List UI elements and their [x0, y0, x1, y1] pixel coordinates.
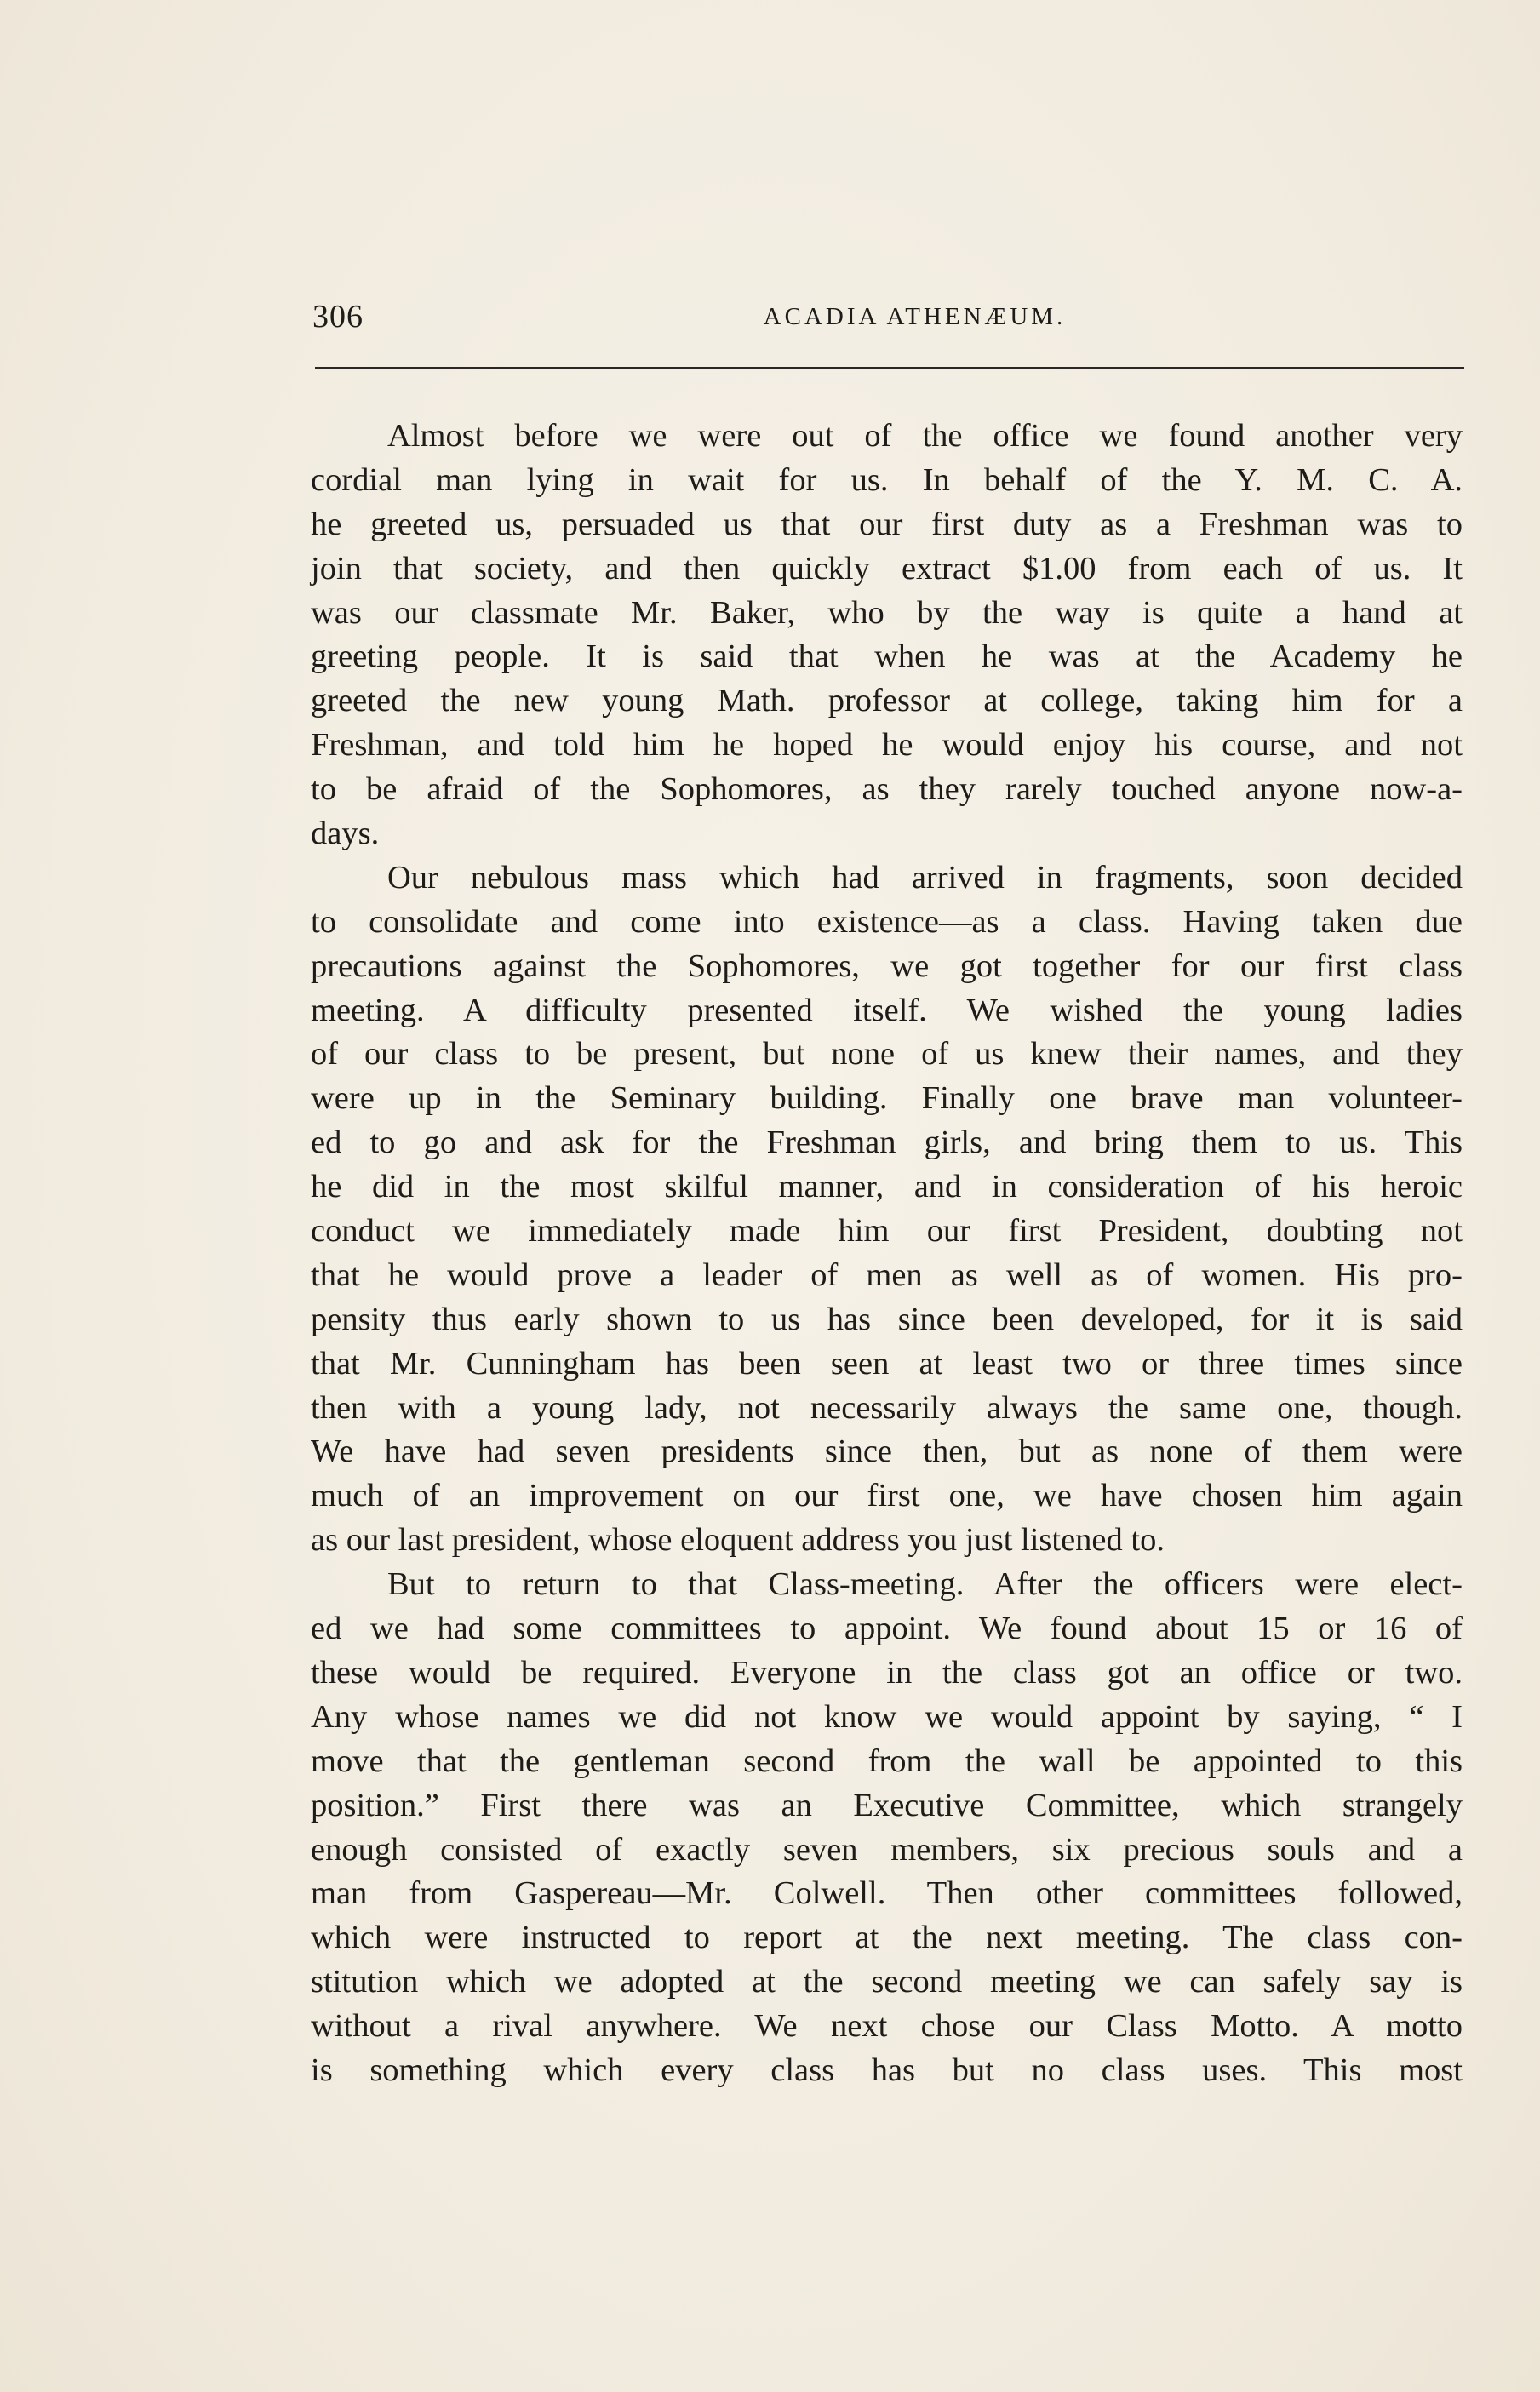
text-line: greeted the new young Math. professor at college, taking him for a: [311, 683, 1463, 719]
text-line: pensity thus early shown to us has since been developed, for it is said: [311, 1301, 1463, 1337]
text-line: without a rival anywhere. We next chose our Class Motto. A motto: [311, 2008, 1463, 2045]
text-line: stitution which we adopted at the second meeting we can safely say is: [311, 1964, 1463, 2000]
text-line: But to return to that Class-meeting. After the officers were elect-: [387, 1566, 1463, 1603]
article-body: [311, 415, 1463, 2093]
text-line: enough consisted of exactly seven members, six precious souls and a: [311, 1831, 1463, 1868]
text-line: of our class to be present, but none of us knew their names, and they: [311, 1036, 1463, 1073]
text-line: which were instructed to report at the next meeting. The class con-: [311, 1920, 1463, 1956]
text-line: is something which every class has but no class uses. This most: [311, 2052, 1463, 2088]
text-line: that Mr. Cunningham has been seen at least two or three times since: [311, 1345, 1463, 1382]
text-line: Any whose names we did not know we would appoint by saying, “ I: [311, 1698, 1463, 1735]
text-line: precautions against the Sophomores, we got together for our first class: [311, 947, 1463, 984]
text-line: days.: [311, 815, 380, 852]
text-line: was our classmate Mr. Baker, who by the way is quite a hand at: [311, 594, 1463, 631]
journal-title: ACADIA ATHENÆUM.: [763, 303, 1067, 330]
text-line: that he would prove a leader of men as well as of women. His pro-: [311, 1256, 1463, 1293]
text-line: meeting. A difficulty presented itself. We wished the young ladies: [311, 992, 1463, 1028]
text-line: cordial man lying in wait for us. In behalf of the Y. M. C. A.: [311, 461, 1463, 498]
text-line: to be afraid of the Sophomores, as they rarely touched anyone now-a-: [311, 771, 1463, 808]
text-line: ed to go and ask for the Freshman girls, and bring them to us. This: [311, 1124, 1463, 1161]
text-line: position.” First there was an Executive Committee, which strangely: [311, 1787, 1463, 1823]
text-line: to consolidate and come into existence—as a class. Having taken due: [311, 903, 1463, 940]
text-line: Almost before we were out of the office we found another very: [387, 418, 1463, 454]
text-line: as our last president, whose eloquent address you just listened to.: [311, 1522, 1165, 1559]
text-line: join that society, and then quickly extract $1.00 from each of us. It: [311, 550, 1463, 587]
text-line: We have had seven presidents since then, but as none of them were: [311, 1433, 1463, 1470]
text-line: Our nebulous mass which had arrived in fragments, soon decided: [387, 859, 1463, 896]
text-line: he greeted us, persuaded us that our first duty as a Freshman was to: [311, 506, 1463, 542]
text-line: ed we had some committees to appoint. We found about 15 or 16 of: [311, 1611, 1463, 1647]
text-line: then with a young lady, not necessarily always the same one, though.: [311, 1389, 1463, 1426]
text-line: Freshman, and told him he hoped he would enjoy his course, and not: [311, 727, 1463, 764]
text-line: greeting people. It is said that when he was at the Academy he: [311, 638, 1463, 675]
running-head: [312, 298, 1466, 340]
page-number: 306: [312, 299, 364, 335]
text-line: he did in the most skilful manner, and in consideration of his heroic: [311, 1169, 1463, 1205]
text-line: move that the gentleman second from the wall be appointed to this: [311, 1742, 1463, 1779]
text-line: these would be required. Everyone in the class got an office or two.: [311, 1654, 1463, 1691]
text-line: man from Gaspereau—Mr. Colwell. Then other committees followed,: [311, 1875, 1463, 1912]
text-line: were up in the Seminary building. Finally one brave man volunteer-: [311, 1080, 1463, 1117]
text-line: conduct we immediately made him our first President, doubting not: [311, 1213, 1463, 1250]
header-rule: [315, 367, 1464, 369]
text-line: much of an improvement on our first one, we have chosen him again: [311, 1478, 1463, 1514]
